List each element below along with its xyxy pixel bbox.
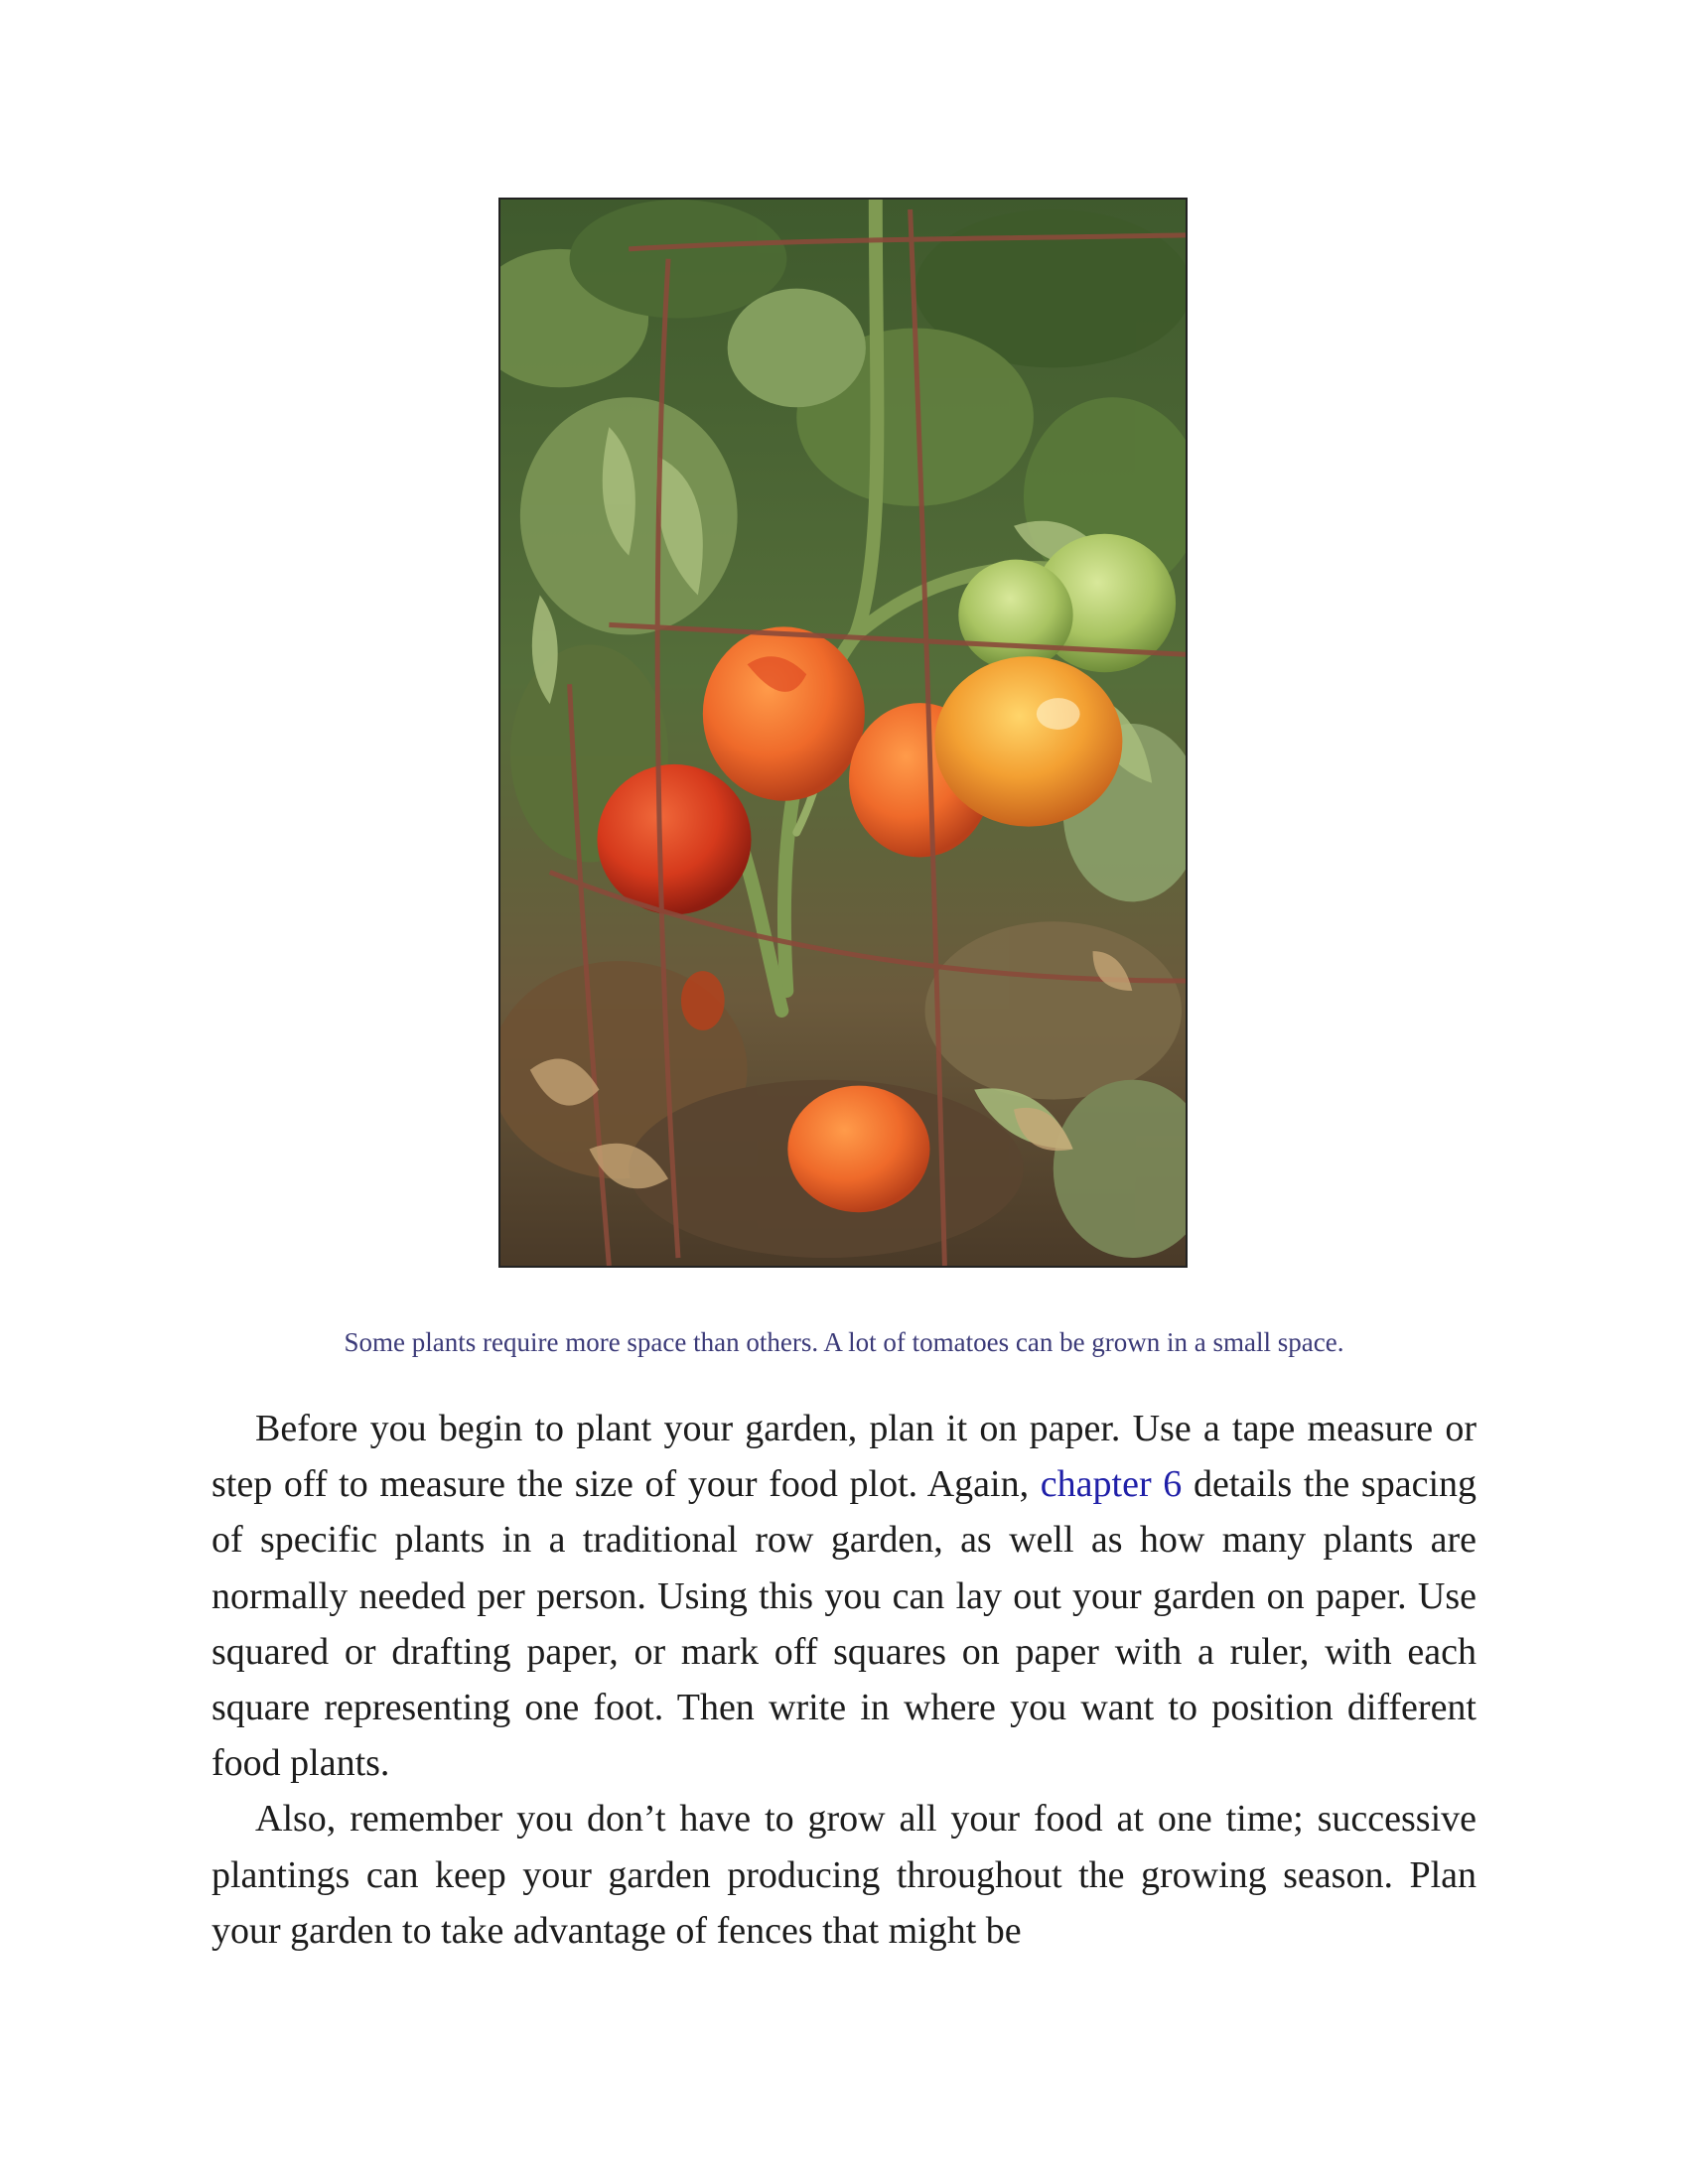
- body-text: [211, 1401, 1477, 1959]
- paragraph-1: [211, 1401, 1477, 1791]
- tomato-plant-photo-icon: [500, 200, 1186, 1266]
- paragraph-2: Also, remember you don’t have to grow all your food at one time; successive plantings can keep your garden producing throughout the growing season. Plan your garden to take advantage of fences that might be: [211, 1798, 1477, 1952]
- paragraph-1-end: details the spacing of specific plants in a traditional row garden, as well as how many plants are normally needed per person. Using this you can lay out your garden on paper. Use squared or drafting paper, or mark off squares on paper with a ruler, with each square representing one foot. Then write in where you want to position different food plants.: [211, 1463, 1477, 1785]
- chapter-6-link[interactable]: chapter 6: [1040, 1463, 1183, 1506]
- figure-caption: Some plants require more space than others. A lot of tomatoes can be grown in a small space.: [344, 1327, 1344, 1357]
- tomato-photo: [498, 198, 1188, 1268]
- paragraph-1-start: Before you begin to plant your garden, plan it on paper. Use a tape measure or step off to measure the size of your food plot. Again,: [211, 1408, 1477, 1506]
